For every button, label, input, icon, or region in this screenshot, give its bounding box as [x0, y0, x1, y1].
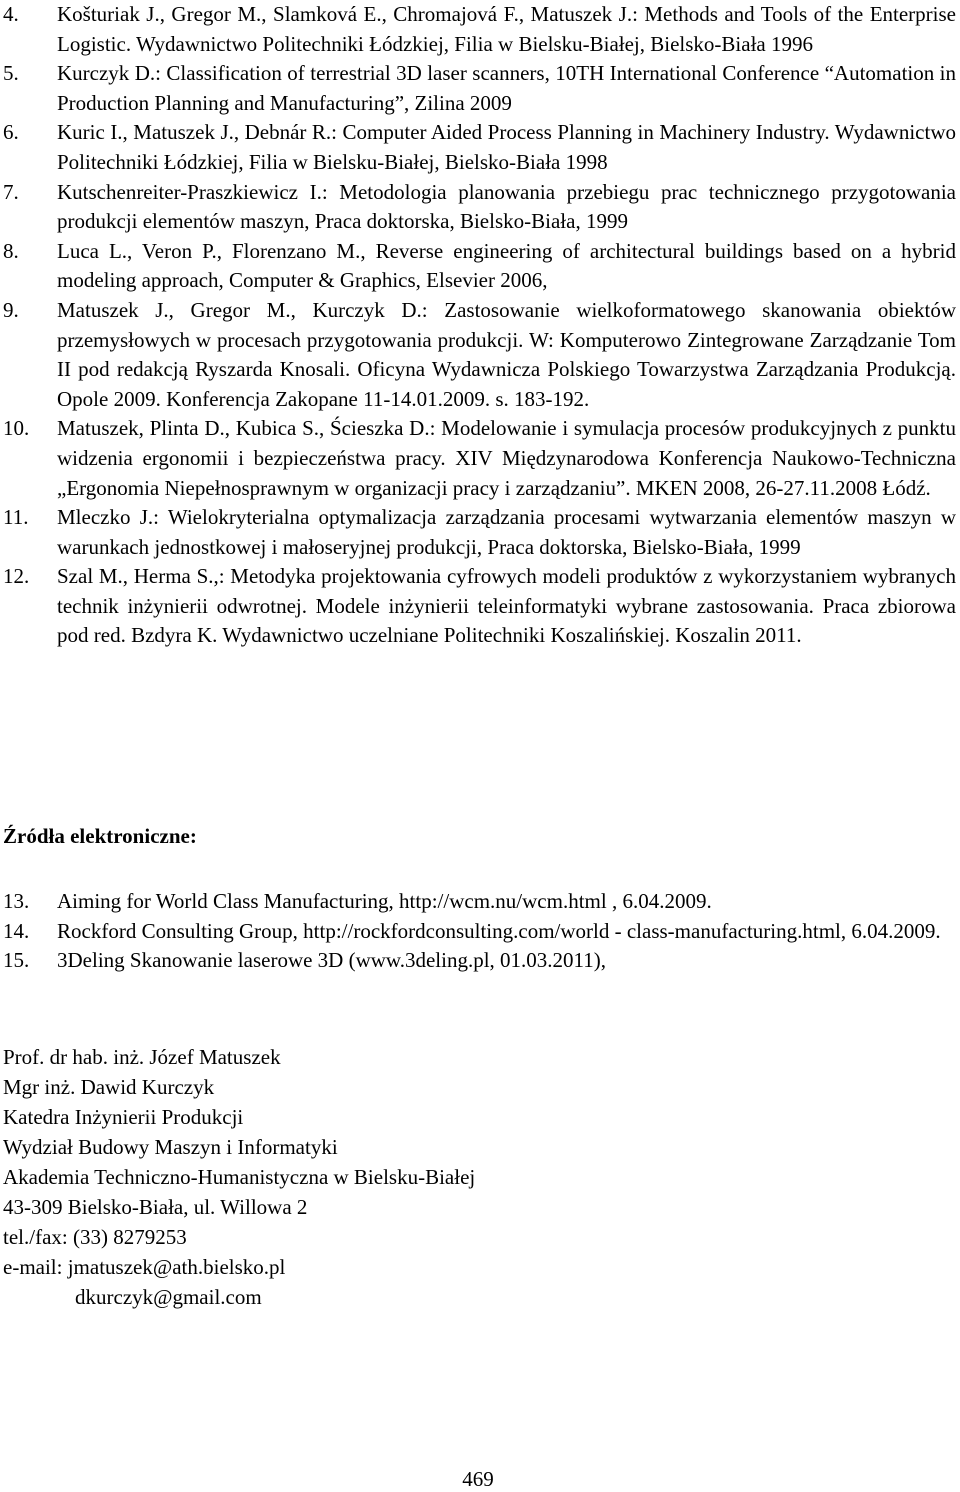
reference-item [0, 118, 956, 177]
reference-text: Luca L., Veron P., Florenzano M., Reverse engineering of architectural buildings based on a hybrid modeling approach, Computer & Graphics, Elsevier 2006, [57, 238, 956, 293]
author-name-1: Prof. dr hab. inż. Józef Matuszek [3, 1045, 281, 1069]
reference-item [0, 59, 956, 118]
reference-item [0, 503, 956, 562]
reference-text: Kurczyk D.: Classification of terrestrial 3D laser scanners, 10TH International Conference “Automation in Production Planning and Manufacturing”, Zilina 2009 [57, 61, 956, 115]
reference-text: Košturiak J., Gregor M., Slamková E., Chromajová F., Matuszek J.: Methods and Tools of the Enterprise Logistic. Wydawnictwo Politechniki Łódzkiej, Filia w Bielsku-Białej, Bielsko-Biała 1996 [57, 2, 956, 56]
reference-number: 6. [3, 120, 19, 145]
author-contact-block [3, 1042, 703, 1312]
reference-number: 10. [3, 416, 30, 441]
address: 43-309 Bielsko-Biała, ul. Willowa 2 [3, 1195, 308, 1219]
reference-text: Matuszek, Plinta D., Kubica S., Ścieszka D.: Modelowanie i symulacja procesów produkcyjnych z punktu widzenia ergonomii i bezpieczeństwa pracy. XIV Międzynarodowa Konferencja Naukowo-Techniczna „Ergonomia Niepełnosprawnym w organizacji pracy i zarządzaniu”. MKEN 2008, 26-27.11.2008 Łódź. [57, 416, 956, 500]
reference-number: 7. [3, 179, 19, 204]
reference-text: Kutschenreiter-Praszkiewicz I.: Metodologia planowania przebiegu prac technicznego przygotowania produkcji elementów maszyn, Praca doktorska, Bielsko-Biała, 1999 [57, 179, 956, 234]
electronic-sources-section [0, 821, 956, 976]
reference-text: 3Deling Skanowanie laserowe 3D (www.3deling.pl, 01.03.2011), [57, 948, 607, 973]
email-2: dkurczyk@gmail.com [75, 1285, 262, 1309]
email-1: e-mail: jmatuszek@ath.bielsko.pl [3, 1255, 286, 1279]
reference-text: Mleczko J.: Wielokryterialna optymalizacja zarządzania procesami wytwarzania elementów maszyn w warunkach jednostkowej i małoseryjnej produkcji, Praca doktorska, Bielsko-Biała, 1999 [57, 505, 956, 559]
reference-number: 13. [3, 889, 30, 913]
reference-item [0, 178, 956, 237]
author-name-2: Mgr inż. Dawid Kurczyk [3, 1075, 215, 1099]
reference-item [0, 237, 956, 296]
university: Akademia Techniczno-Humanistyczna w Bielsku-Białej [3, 1165, 476, 1189]
phone-fax: tel./fax: (33) 8279253 [3, 1225, 187, 1249]
reference-item [0, 562, 956, 651]
faculty: Wydział Budowy Maszyn i Informatyki [3, 1135, 338, 1159]
reference-item [0, 887, 956, 917]
section-heading: Źródła elektroniczne: [3, 824, 197, 848]
reference-text: Rockford Consulting Group, http://rockfordconsulting.com/world - class-manufacturing.html, 6.04.2009. [57, 918, 941, 943]
reference-text: Kuric I., Matuszek J., Debnár R.: Computer Aided Process Planning in Machinery Industry. Wydawnictwo Politechniki Łódzkiej, Filia w Bielsku-Białej, Bielsko-Biała 1998 [57, 120, 956, 174]
reference-text: Matuszek J., Gregor M., Kurczyk D.: Zastosowanie wielkoformatowego skanowania obiektów przemysłowych w procesach przygotowania produkcji. W: Komputerowo Zintegrowane Zarządzanie Tom II pod redakcją Ryszarda Knosali. Oficyna Wydawnicza Polskiego Towarzystwa Zarządzania Produkcją. Opole 2009. Konferencja Zakopane 11-14.01.2009. s. 183-192. [57, 297, 956, 411]
reference-number: 12. [3, 564, 30, 589]
department: Katedra Inżynierii Produkcji [3, 1105, 244, 1129]
reference-number: 5. [3, 61, 19, 86]
electronic-sources-list [0, 887, 956, 976]
reference-item [0, 296, 956, 414]
reference-number: 4. [3, 2, 19, 26]
reference-list [0, 0, 956, 651]
reference-number: 14. [3, 918, 30, 943]
reference-text: Aiming for World Class Manufacturing, http://wcm.nu/wcm.html , 6.04.2009. [57, 889, 712, 913]
reference-item [0, 414, 956, 503]
reference-number: 15. [3, 948, 30, 973]
reference-item [0, 917, 956, 947]
reference-item [0, 0, 956, 59]
reference-number: 8. [3, 238, 19, 263]
page-number: 469 [462, 1467, 494, 1491]
reference-number: 9. [3, 297, 19, 322]
reference-text: Szal M., Herma S.,: Metodyka projektowania cyfrowych modeli produktów z wykorzystaniem wybranych technik inżynierii odwrotnej. Modele inżynierii teleinformatyki wybrane zastosowania. Praca zbiorowa pod red. Bzdyra K. Wydawnictwo uczelniane Politechniki Koszalińskiej. Koszalin 2011. [57, 564, 956, 648]
reference-item [0, 946, 956, 976]
reference-number: 11. [3, 505, 29, 530]
